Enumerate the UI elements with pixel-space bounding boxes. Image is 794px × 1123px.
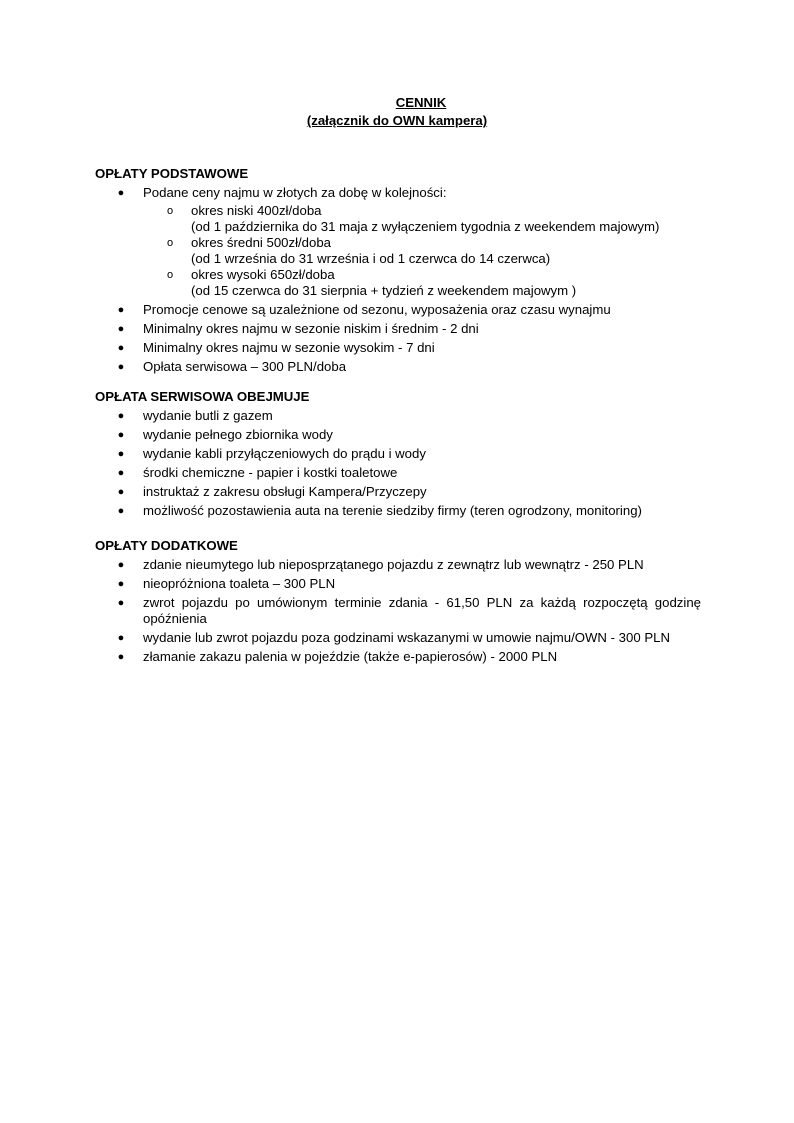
sub-list-item <box>143 235 701 267</box>
section-title: OPŁATY PODSTAWOWE <box>95 166 249 181</box>
list-item <box>95 465 701 481</box>
bullet-icon: ● <box>117 429 125 441</box>
sub-item-line: okres średni 500zł/doba <box>191 235 332 250</box>
bullet-icon: ● <box>117 651 125 663</box>
list-item-text: środki chemiczne - papier i kostki toaletowe <box>143 465 398 480</box>
sub-list-item <box>143 267 701 299</box>
sub-item-line: okres niski 400zł/doba <box>191 203 322 218</box>
section-basic-fees <box>95 166 701 378</box>
list-item <box>95 359 701 375</box>
list-item-text: Minimalny okres najmu w sezonie niskim i średnim - 2 dni <box>143 321 479 336</box>
list-item-text: nieopróżniona toaleta – 300 PLN <box>143 576 336 591</box>
bullet-icon: ● <box>117 597 125 609</box>
list-item-text: Opłata serwisowa – 300 PLN/doba <box>143 359 347 374</box>
list-item <box>95 557 701 573</box>
list-item <box>95 649 701 665</box>
bullet-icon: ● <box>117 187 125 199</box>
bullet-icon: ● <box>117 323 125 335</box>
sub-list-item <box>143 203 701 235</box>
sub-item-detail: (od 1 października do 31 maja z wyłączeniem tygodnia z weekendem majowym) <box>191 219 660 234</box>
list-item-text: instruktaż z zakresu obsługi Kampera/Przyczepy <box>143 484 427 499</box>
list-item-text: Podane ceny najmu w złotych za dobę w kolejności: <box>143 185 447 200</box>
section-title: OPŁATY DODATKOWE <box>95 538 238 553</box>
bullet-icon: ● <box>117 632 125 644</box>
sub-item-detail: (od 1 września do 31 września i od 1 czerwca do 14 czerwca) <box>191 251 551 266</box>
list-item <box>95 630 701 646</box>
hollow-circle-icon: o <box>167 269 174 281</box>
sub-item-line: okres wysoki 650zł/doba <box>191 267 335 282</box>
bullet-list <box>95 408 701 519</box>
list-item-text: wydanie lub zwrot pojazdu poza godzinami wskazanymi w umowie najmu/OWN - 300 PLN <box>143 630 670 645</box>
list-item <box>95 408 701 424</box>
list-item-text: Minimalny okres najmu w sezonie wysokim - 7 dni <box>143 340 435 355</box>
bullet-icon: ● <box>117 342 125 354</box>
section-service-fee-includes <box>95 389 701 522</box>
hollow-circle-icon: o <box>167 237 174 249</box>
bullet-icon: ● <box>117 361 125 373</box>
list-item-text: możliwość pozostawienia auta na terenie siedziby firmy (teren ogrodzony, monitoring) <box>143 503 642 518</box>
bullet-icon: ● <box>117 505 125 517</box>
list-item-text: Promocje cenowe są uzależnione od sezonu, wyposażenia oraz czasu wynajmu <box>143 302 611 317</box>
list-item <box>95 340 701 356</box>
bullet-icon: ● <box>117 410 125 422</box>
bullet-icon: ● <box>117 486 125 498</box>
list-item-text: zdanie nieumytego lub nieposprzątanego pojazdu z zewnątrz lub wewnątrz - 250 PLN <box>143 557 644 572</box>
bullet-icon: ● <box>117 448 125 460</box>
bullet-icon: ● <box>117 578 125 590</box>
list-item <box>95 503 701 519</box>
list-item <box>95 484 701 500</box>
list-item <box>95 302 701 318</box>
bullet-icon: ● <box>117 467 125 479</box>
list-item <box>95 576 701 592</box>
bullet-list <box>95 557 701 665</box>
document-title: CENNIK <box>395 95 447 110</box>
list-item <box>95 321 701 337</box>
list-item-text: wydanie kabli przyłączeniowych do prądu i wody <box>143 446 426 461</box>
list-item <box>95 185 701 299</box>
list-item <box>95 446 701 462</box>
list-item-text: wydanie butli z gazem <box>143 408 273 423</box>
list-item-text: złamanie zakazu palenia w pojeździe (także e-papierosów) - 2000 PLN <box>143 649 558 664</box>
list-item <box>95 427 701 443</box>
document-subtitle: (załącznik do OWN kampera) <box>306 113 488 128</box>
list-item-text: zwrot pojazdu po umówionym terminie zdania - 61,50 PLN za każdą rozpoczętą godzinę opóźnienia <box>143 595 701 626</box>
section-additional-fees <box>95 538 701 668</box>
section-title: OPŁATA SERWISOWA OBEJMUJE <box>95 389 310 404</box>
sub-list <box>143 203 701 299</box>
hollow-circle-icon: o <box>167 205 174 217</box>
list-item <box>95 595 701 627</box>
bullet-icon: ● <box>117 559 125 571</box>
list-item-text: wydanie pełnego zbiornika wody <box>143 427 333 442</box>
bullet-list <box>95 185 701 375</box>
bullet-icon: ● <box>117 304 125 316</box>
sub-item-detail: (od 15 czerwca do 31 sierpnia + tydzień z weekendem majowym ) <box>191 283 577 298</box>
